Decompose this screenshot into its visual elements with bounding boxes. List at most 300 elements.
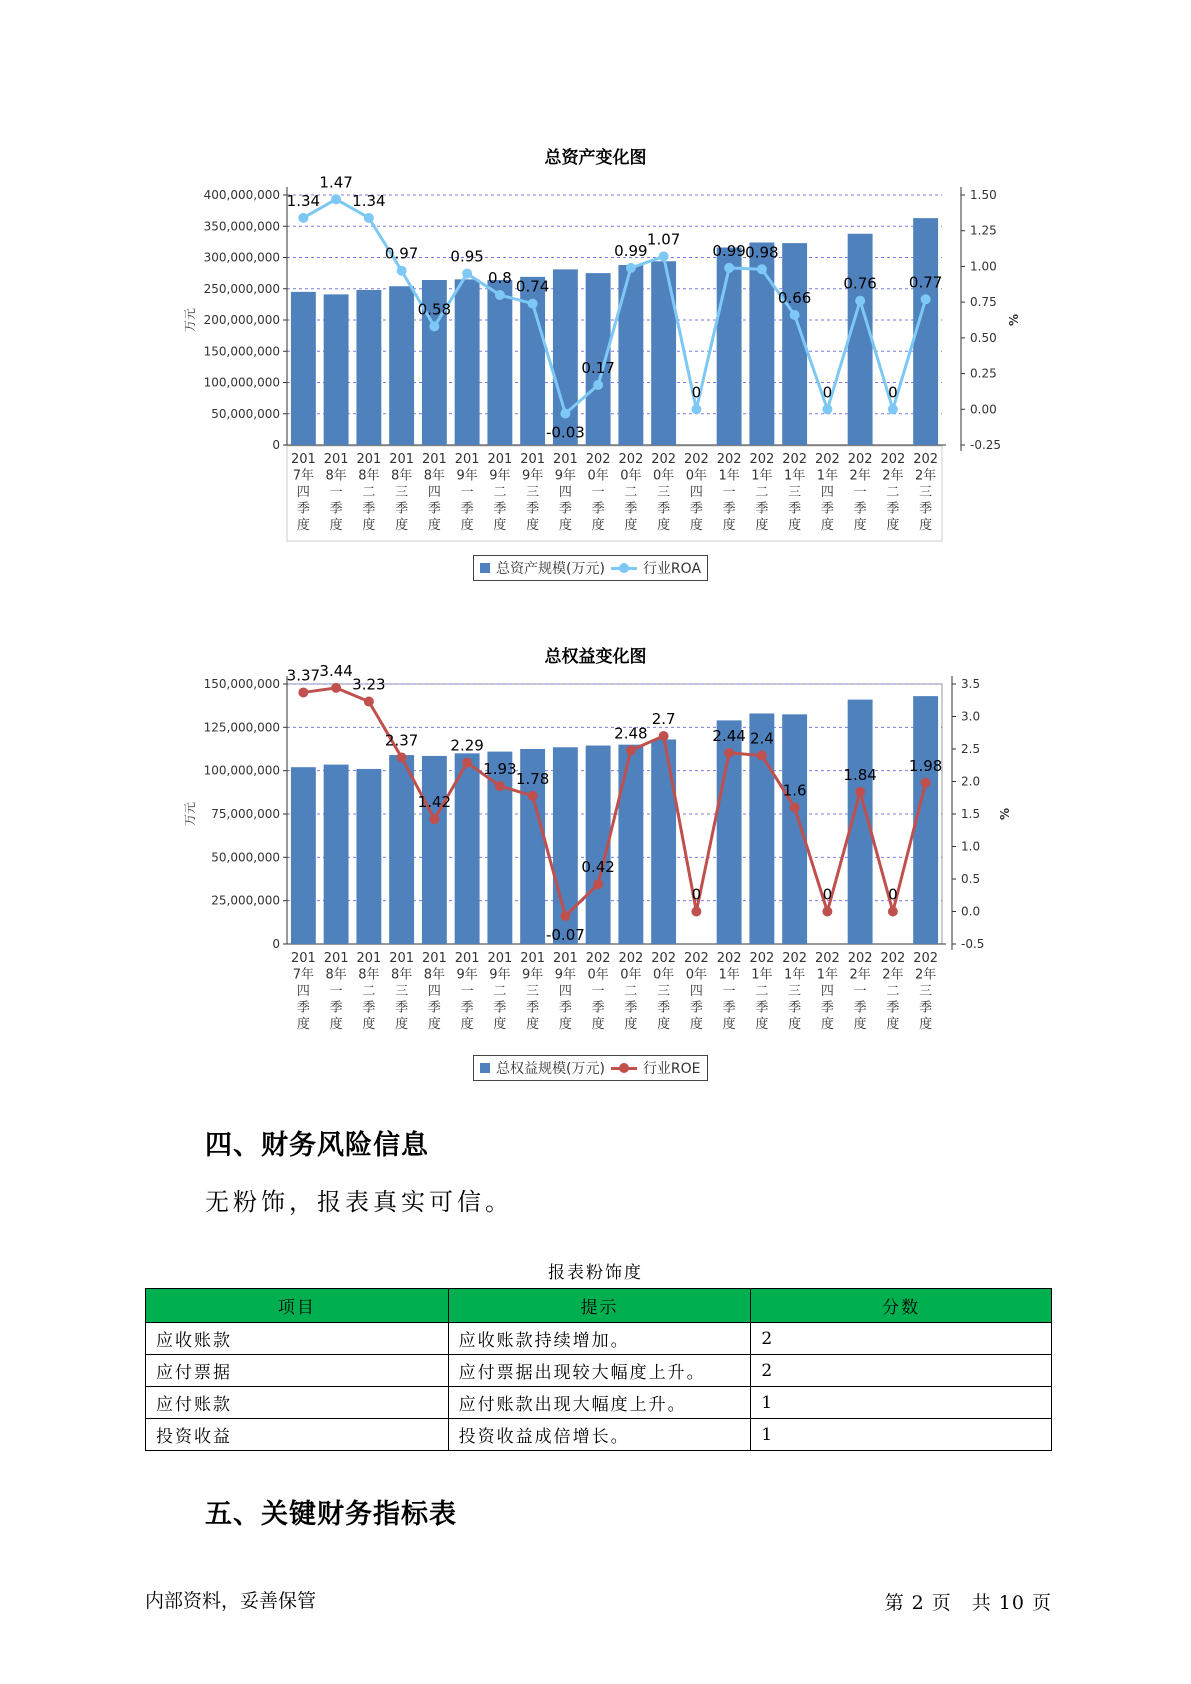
line-point — [331, 683, 341, 693]
category-label: 度 — [460, 518, 474, 533]
line-point — [626, 745, 636, 755]
bar — [324, 294, 349, 445]
y-left-axis-title: 万元 — [183, 307, 197, 333]
category-label: 三 — [919, 485, 933, 500]
category-label: 度 — [624, 518, 638, 533]
bar — [717, 248, 742, 446]
cell-hint: 应付账款出现大幅度上升。 — [448, 1387, 751, 1419]
y-right-tick-label: 0.75 — [970, 295, 997, 310]
category-label: 季 — [362, 501, 376, 517]
line-point — [921, 294, 931, 304]
category-label: 度 — [722, 518, 736, 533]
category-label: 季 — [460, 1000, 474, 1016]
y-left-tick-label: 75,000,000 — [211, 807, 280, 821]
category-label: 度 — [657, 518, 671, 533]
category-label: 202 — [782, 452, 808, 467]
data-label: 1.98 — [908, 756, 943, 775]
category-label: 二 — [886, 485, 900, 500]
y-left-tick-label: 50,000,000 — [211, 850, 280, 865]
y-right-tick-label: 0.5 — [961, 872, 981, 886]
y-left-tick-label: 50,000,000 — [211, 406, 280, 421]
category-label: 度 — [886, 518, 900, 533]
data-label: 0 — [888, 383, 898, 402]
kpi-section-heading: 五、关键财务指标表 — [205, 1499, 457, 1530]
category-label: 202 — [847, 951, 873, 966]
y-right-tick-label: 0.50 — [970, 330, 997, 345]
category-label: 季 — [886, 501, 900, 517]
y-left-tick-label: 100,000,000 — [203, 763, 280, 778]
category-label: 三 — [395, 984, 409, 999]
category-label: 度 — [362, 518, 376, 533]
category-label: 9年 — [554, 468, 577, 484]
category-label: 季 — [493, 1000, 507, 1016]
data-label: 3.44 — [319, 661, 353, 680]
category-label: 7年 — [292, 967, 315, 983]
line-point — [429, 814, 439, 824]
category-label: 1年 — [718, 468, 740, 484]
line-point — [790, 310, 800, 320]
header-item: 项目 — [146, 1289, 449, 1323]
category-label: 季 — [886, 1000, 900, 1016]
bar — [651, 261, 676, 445]
category-label: 度 — [689, 518, 703, 533]
category-label: 201 — [454, 951, 480, 966]
category-label: 度 — [755, 1017, 769, 1032]
category-label: 202 — [814, 951, 840, 966]
category-label: 季 — [395, 1000, 409, 1016]
data-label: 1.47 — [319, 173, 353, 192]
category-label: 季 — [853, 501, 867, 517]
y-right-tick-label: 3.0 — [961, 709, 981, 724]
category-label: 202 — [749, 951, 775, 966]
bar — [455, 279, 480, 445]
data-label: 0.99 — [614, 241, 648, 260]
category-label: 度 — [820, 1017, 834, 1032]
category-label: 季 — [657, 1000, 671, 1016]
bar — [291, 292, 316, 445]
category-label: 季 — [722, 1000, 736, 1016]
category-label: 一 — [722, 984, 736, 999]
category-label: 1年 — [783, 468, 806, 484]
risk-table — [145, 1288, 1052, 1451]
cell-score: 2 — [751, 1355, 1052, 1387]
category-label: 8年 — [423, 967, 446, 983]
category-label: 202 — [814, 452, 840, 467]
bar-legend-label: 总资产规模(万元) — [496, 561, 605, 577]
category-label: 度 — [853, 518, 867, 533]
asset-chart-legend — [473, 555, 708, 581]
category-label: 度 — [493, 1017, 507, 1032]
y-right-tick-label: 1.50 — [970, 188, 997, 202]
category-label: 201 — [552, 452, 578, 467]
category-label: 202 — [716, 951, 742, 966]
bar-legend-swatch — [480, 1063, 490, 1073]
cell-hint: 应付票据出现较大幅度上升。 — [448, 1355, 751, 1387]
category-label: 季 — [362, 1000, 376, 1016]
category-label: 季 — [427, 1000, 441, 1016]
category-label: 8年 — [325, 468, 347, 484]
category-label: 201 — [389, 452, 415, 467]
category-label: 202 — [651, 452, 677, 467]
bar — [651, 739, 676, 944]
line-point — [331, 194, 341, 204]
category-label: 四 — [296, 984, 310, 999]
line-legend-label: 行业ROA — [642, 561, 702, 577]
category-label: 季 — [689, 501, 703, 517]
line-point — [560, 409, 570, 419]
category-label: 一 — [460, 984, 474, 999]
line-point — [822, 907, 832, 917]
category-label: 度 — [624, 1017, 638, 1032]
category-label: 季 — [493, 501, 507, 517]
category-label: 8年 — [423, 468, 446, 484]
y-left-tick-label: 350,000,000 — [203, 219, 280, 234]
line-point — [397, 752, 407, 762]
category-label: 三 — [657, 984, 671, 999]
bar — [455, 753, 480, 944]
category-label: 8年 — [358, 967, 380, 983]
data-label: 0.74 — [515, 277, 550, 296]
line-point — [757, 751, 767, 761]
line-point — [659, 251, 669, 261]
data-label: 0 — [691, 885, 702, 904]
category-label: 0年 — [620, 967, 642, 983]
data-label: 3.37 — [286, 666, 321, 685]
category-label: 9年 — [554, 967, 577, 983]
category-label: 季 — [558, 1000, 572, 1016]
data-label: 0.99 — [712, 241, 746, 260]
category-label: 季 — [919, 1000, 933, 1016]
line-point — [495, 290, 505, 300]
category-label: 季 — [460, 501, 474, 517]
line-point — [364, 213, 374, 223]
bar — [618, 745, 643, 944]
category-label: 201 — [290, 951, 316, 966]
category-label: 季 — [788, 1000, 802, 1016]
category-label: 202 — [913, 951, 939, 966]
category-label: 度 — [329, 518, 343, 533]
y-left-tick-label: 300,000,000 — [203, 250, 280, 265]
asset-chart — [0, 170, 1191, 560]
category-label: 季 — [591, 1000, 605, 1016]
y-right-tick-label: 1.25 — [970, 223, 997, 238]
category-label: 度 — [722, 1017, 736, 1032]
category-label: 度 — [395, 518, 409, 533]
bar-legend-label: 总权益规模(万元) — [496, 1061, 605, 1077]
category-label: 202 — [618, 452, 644, 467]
footer-confidential-note: 内部资料，妥善保管 — [145, 1590, 317, 1612]
category-label: 202 — [880, 951, 906, 966]
data-label: 0.42 — [581, 858, 615, 877]
category-label: 季 — [689, 1000, 703, 1016]
y-right-tick-label: 3.5 — [961, 677, 981, 691]
category-label: 202 — [683, 951, 709, 966]
y-left-tick-label: 100,000,000 — [203, 375, 280, 390]
category-label: 度 — [395, 1017, 409, 1032]
category-label: 度 — [919, 518, 933, 533]
risk-table-header-row — [146, 1289, 1052, 1323]
category-label: 季 — [329, 1000, 343, 1016]
y-left-tick-label: 0 — [272, 937, 280, 951]
line-point — [528, 299, 538, 309]
category-label: 度 — [296, 1017, 310, 1032]
header-hint: 提示 — [448, 1289, 751, 1323]
category-label: 三 — [526, 984, 540, 999]
category-label: 一 — [591, 485, 605, 500]
category-label: 季 — [788, 501, 802, 517]
category-label: 二 — [624, 984, 638, 999]
data-label: 0.97 — [384, 244, 419, 263]
bar — [422, 756, 447, 944]
line-point — [888, 404, 898, 414]
category-label: 2年 — [882, 967, 904, 983]
data-label: 1.93 — [483, 760, 517, 779]
category-label: 季 — [427, 501, 441, 517]
line-point — [888, 907, 898, 917]
category-label: 季 — [526, 1000, 540, 1016]
category-label: 度 — [591, 1017, 605, 1032]
category-label: 202 — [847, 452, 873, 467]
category-label: 三 — [919, 984, 933, 999]
line-point — [364, 697, 374, 707]
y-right-tick-label: 1.5 — [961, 807, 981, 821]
category-label: 1年 — [783, 967, 806, 983]
category-label: 度 — [788, 1017, 802, 1032]
risk-table-caption: 报表粉饰度 — [548, 1263, 643, 1283]
category-label: 季 — [820, 1000, 834, 1016]
category-label: 202 — [585, 452, 611, 467]
category-label: 9年 — [456, 967, 478, 983]
category-label: 202 — [880, 452, 906, 467]
category-label: 2年 — [849, 967, 871, 983]
category-label: 202 — [782, 951, 808, 966]
data-label: 1.34 — [286, 191, 321, 210]
data-label: 2.44 — [712, 726, 746, 745]
category-label: 度 — [853, 1017, 867, 1032]
category-label: 度 — [591, 518, 605, 533]
table-row — [146, 1387, 1052, 1419]
y-right-tick-label: 1.00 — [970, 259, 997, 274]
category-label: 一 — [853, 485, 867, 500]
table-row — [146, 1419, 1052, 1451]
category-label: 201 — [454, 452, 480, 467]
line-point — [593, 380, 603, 390]
line-point — [560, 911, 570, 921]
y-left-tick-label: 400,000,000 — [203, 188, 280, 202]
data-label: 0 — [888, 885, 898, 904]
category-label: 季 — [755, 1000, 769, 1016]
category-label: 8年 — [390, 967, 413, 983]
y-left-tick-label: 150,000,000 — [203, 344, 280, 359]
category-label: 季 — [755, 501, 769, 517]
line-point — [855, 296, 865, 306]
data-label: 2.7 — [651, 710, 676, 728]
line-point — [593, 879, 603, 889]
category-label: 三 — [526, 485, 540, 500]
line-legend-swatch — [611, 1063, 637, 1073]
category-label: 季 — [558, 501, 572, 517]
bar — [782, 714, 807, 944]
category-label: 季 — [820, 501, 834, 517]
line-point — [626, 263, 636, 273]
category-label: 202 — [683, 452, 709, 467]
category-label: 三 — [788, 984, 802, 999]
category-label: 2年 — [914, 468, 937, 484]
data-label: 0 — [691, 383, 702, 402]
data-label: 2.4 — [749, 729, 774, 748]
category-label: 1年 — [816, 967, 839, 983]
y-left-tick-label: 200,000,000 — [203, 313, 280, 327]
category-label: 201 — [520, 452, 546, 467]
category-label: 度 — [526, 1017, 540, 1032]
category-label: 度 — [526, 518, 540, 533]
cell-score: 1 — [751, 1419, 1052, 1451]
category-label: 四 — [558, 485, 572, 500]
category-label: 202 — [913, 452, 939, 467]
category-label: 一 — [722, 485, 736, 500]
line-point — [462, 758, 472, 768]
category-label: 202 — [749, 452, 775, 467]
category-label: 201 — [356, 951, 382, 966]
y-left-axis-title: 万元 — [183, 801, 197, 827]
bar — [389, 286, 414, 445]
category-label: 度 — [919, 1017, 933, 1032]
cell-item: 投资收益 — [146, 1419, 449, 1451]
category-label: 201 — [520, 951, 546, 966]
y-left-tick-label: 150,000,000 — [203, 677, 280, 691]
category-label: 1年 — [718, 967, 740, 983]
line-point — [855, 787, 865, 797]
data-label: 2.29 — [450, 736, 484, 755]
category-label: 201 — [323, 452, 349, 467]
line-legend-swatch — [611, 563, 637, 573]
category-label: 季 — [329, 501, 343, 517]
category-label: 8年 — [358, 468, 380, 484]
line-point — [822, 404, 832, 414]
category-label: 9年 — [521, 967, 544, 983]
data-label: 0 — [822, 885, 833, 904]
category-label: 7年 — [292, 468, 315, 484]
line-point — [528, 791, 538, 801]
bar — [356, 290, 381, 445]
category-label: 0年 — [652, 967, 675, 983]
category-label: 度 — [788, 518, 802, 533]
data-label: 0.17 — [581, 359, 615, 377]
category-label: 201 — [421, 951, 447, 966]
data-label: 1.78 — [515, 769, 550, 788]
y-right-tick-label: -0.5 — [961, 937, 985, 951]
bar — [749, 713, 774, 944]
asset-chart-title: 总资产变化图 — [544, 148, 647, 168]
category-label: 季 — [919, 501, 933, 517]
equity-chart — [0, 661, 1191, 1058]
category-label: 四 — [689, 485, 703, 500]
data-label: 0.95 — [450, 247, 484, 266]
header-score: 分数 — [751, 1289, 1052, 1323]
bar — [618, 265, 643, 445]
bar — [356, 769, 381, 944]
data-label: 0 — [822, 383, 833, 402]
data-label: 0.8 — [487, 269, 512, 287]
category-label: 202 — [585, 951, 611, 966]
category-label: 9年 — [456, 468, 478, 484]
category-label: 二 — [886, 984, 900, 999]
category-label: 2年 — [914, 967, 937, 983]
category-label: 三 — [657, 485, 671, 500]
category-label: 1年 — [751, 468, 773, 484]
category-label: 三 — [395, 485, 409, 500]
cell-score: 1 — [751, 1387, 1052, 1419]
data-label: 0.58 — [417, 300, 452, 319]
line-point — [429, 321, 439, 331]
category-label: 四 — [820, 984, 834, 999]
category-label: 0年 — [587, 468, 609, 484]
category-label: 度 — [886, 1017, 900, 1032]
line-legend-label: 行业ROE — [642, 1061, 701, 1077]
category-label: 季 — [296, 501, 310, 517]
category-label: 9年 — [489, 967, 511, 983]
category-label: 0年 — [652, 468, 675, 484]
category-label: 季 — [526, 501, 540, 517]
category-label: 度 — [362, 1017, 376, 1032]
table-row — [146, 1355, 1052, 1387]
category-label: 三 — [788, 485, 802, 500]
category-label: 度 — [689, 1017, 703, 1032]
data-label: 0.66 — [777, 289, 812, 307]
footer-page-number: 第 2 页 共 10 页 — [884, 1592, 1052, 1614]
y-right-tick-label: 0.25 — [970, 366, 997, 381]
category-label: 二 — [755, 984, 769, 999]
category-label: 四 — [427, 485, 441, 500]
category-label: 9年 — [489, 468, 511, 484]
category-label: 季 — [591, 501, 605, 517]
y-left-tick-label: 0 — [272, 438, 280, 452]
data-label: 1.84 — [843, 765, 877, 784]
category-label: 0年 — [685, 967, 708, 983]
category-label: 一 — [591, 984, 605, 999]
line-point — [691, 404, 701, 414]
data-label: 2.48 — [614, 724, 648, 743]
line-point — [659, 731, 669, 741]
y-right-tick-label: 2.5 — [961, 742, 981, 756]
bar — [553, 269, 578, 445]
y-right-axis-title: % — [998, 807, 1012, 821]
category-label: 202 — [618, 951, 644, 966]
bar — [389, 755, 414, 944]
category-box — [287, 446, 942, 541]
category-label: 0年 — [620, 468, 642, 484]
y-left-tick-label: 250,000,000 — [203, 281, 280, 296]
category-label: 度 — [296, 518, 310, 533]
category-label: 201 — [487, 951, 513, 966]
category-label: 四 — [820, 485, 834, 500]
category-label: 季 — [624, 1000, 638, 1016]
y-right-tick-label: 1.0 — [961, 839, 981, 854]
data-label: 0.76 — [843, 274, 877, 293]
data-label: 0.98 — [745, 243, 779, 262]
category-label: 四 — [558, 984, 572, 999]
category-label: 四 — [427, 984, 441, 999]
category-label: 二 — [362, 485, 376, 500]
category-label: 8年 — [325, 967, 347, 983]
category-label: 201 — [323, 951, 349, 966]
category-label: 一 — [329, 485, 343, 500]
category-label: 四 — [689, 984, 703, 999]
line-point — [757, 264, 767, 274]
category-label: 201 — [389, 951, 415, 966]
category-label: 度 — [558, 1017, 572, 1032]
category-label: 一 — [853, 984, 867, 999]
